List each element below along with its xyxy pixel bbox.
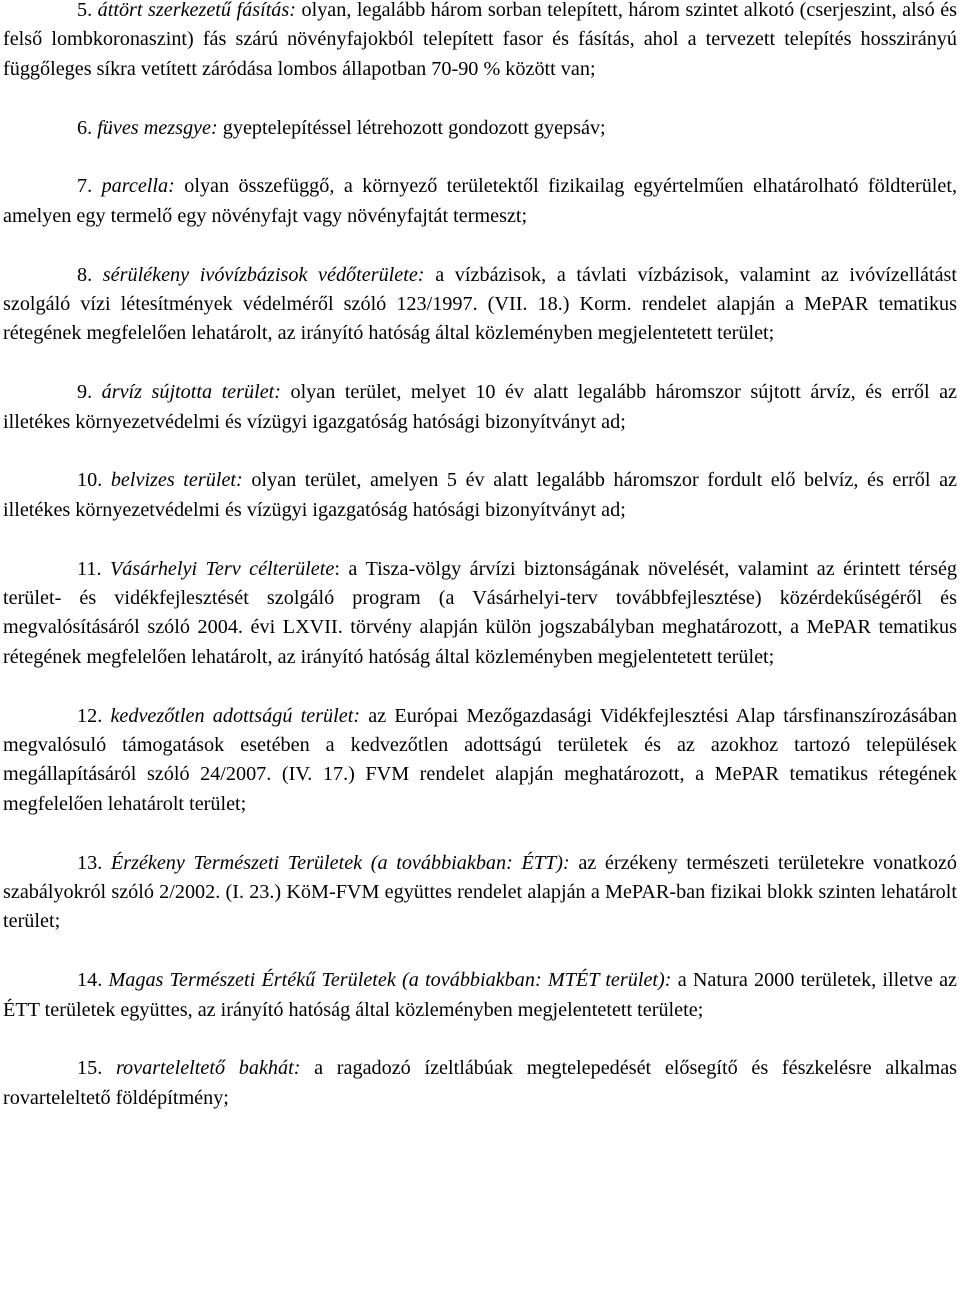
definition-text: a Natura 2000 területek, illetve az ÉTT területek együttes, az irányító hatóság által közleményben megjelentetett területe; [3,969,958,1021]
defined-term: kedvezőtlen adottságú terület: [110,704,361,727]
definition-item-12 [3,702,957,820]
item-number: 15. [77,1057,103,1080]
defined-term: Vásárhelyi Terv célterülete [109,557,335,580]
definition-text: az Európai Mezőgazdasági Vidékfejlesztési Alap társfinanszírozásában megvalósuló támogatások esetében a kedvezőtlen adottságú területek és az azokhoz tartozó települések megállapításáról szóló 24/2007. (IV. 17.) FVM rendelet alapján meghatározott, a MePAR tematikus rétegének megfelelően lehatárolt terület; [3,704,957,815]
item-number: 14. [77,969,103,992]
defined-term: Érzékeny Természeti Területek (a továbbiakban: ÉTT): [110,851,570,874]
definition-text: : a Tisza-völgy árvízi biztonságának növelését, valamint az érintett térség terület- és vidékfejlesztését szolgáló program (a Vásárhelyi-terv továbbfejlesztése) közérdekűségéről és megvalósításáról szóló 2004. évi LXVII. törvény alapján külön jogszabályban meghatározott, a MePAR tematikus rétegének megfelelően lehatárolt, az irányító hatóság által közleményben megjelentetett terület; [3,557,958,668]
defined-term: füves mezsgye: [97,116,218,139]
item-number: 12. [77,704,103,727]
definition-text: a vízbázisok, a távlati vízbázisok, valamint az ivóvízellátást szolgáló vízi létesítmények védelméről szóló 123/1997. (VII. 18.) Korm. rendelet alapján a MePAR tematikus rétegének megfelelően lehatárolt, az irányító hatóság által közleményben megjelentetett terület; [3,263,958,345]
definition-item-10 [3,466,957,525]
definition-text: olyan terület, amelyen 5 év alatt legalább háromszor fordult elő belvíz, és erről az illetékes környezetvédelmi és vízügyi igazgatóság hatósági bizonyítványt ad; [3,469,958,521]
definition-text: olyan, legalább három sorban telepített, három szintet alkotó (cserjeszint, alsó és felső lombkoronaszint) fás szárú növényfajokból telepített fasor és fásítás, ahol a tervezett telepítés hosszirányú függőleges síkra vetített záródása lombos állapotban 70-90 % között van; [3,0,958,80]
item-number: 9. [77,381,93,404]
defined-term: belvizes terület: [110,469,243,492]
item-number: 10. [77,469,103,492]
definition-item-11 [3,555,957,673]
defined-term: parcella: [101,175,175,198]
defined-term: Magas Természeti Értékű Területek (a továbbiakban: MTÉT terület): [108,969,672,992]
definition-item-8 [3,261,957,349]
defined-term: áttört szerkezetű fásítás: [97,0,296,21]
defined-term: árvíz sújtotta terület: [101,381,281,404]
item-number: 7. [77,175,93,198]
item-number: 13. [77,851,103,874]
definition-item-13 [3,849,957,937]
defined-term: sérülékeny ivóvízbázisok védőterülete: [102,263,425,286]
definition-item-6 [3,114,957,143]
item-number: 8. [77,263,93,286]
definition-text: olyan összefüggő, a környező területektől fizikailag egyértelműen elhatárolható földterület, amelyen egy termelő egy növényfajt vagy növényfajtát termeszt; [3,175,958,227]
item-number: 6. [77,116,93,139]
definition-text: a ragadozó ízeltlábúak megtelepedését elősegítő és fészkelésre alkalmas rovarteleltető földépítmény; [3,1057,958,1109]
defined-term: rovarteleltető bakhát: [115,1057,301,1080]
definition-text: olyan terület, melyet 10 év alatt legalább háromszor sújtott árvíz, és erről az illetékes környezetvédelmi és vízügyi igazgatóság hatósági bizonyítványt ad; [3,381,958,433]
definition-text: gyeptelepítéssel létrehozott gondozott gyepsáv; [222,116,606,139]
definition-text: az érzékeny természeti területekre vonatkozó szabályokról szóló 2/2002. (I. 23.) KöM-FVM együttes rendelet alapján a MePAR-ban fizikai blokk szinten lehatárolt terület; [3,851,957,933]
definition-item-14 [3,966,957,1025]
definition-item-9 [3,378,957,437]
definition-item-15 [3,1054,957,1113]
item-number: 5. [77,0,93,21]
definition-item-7 [3,172,957,231]
definition-item-5 [3,0,957,84]
item-number: 11. [77,557,102,580]
